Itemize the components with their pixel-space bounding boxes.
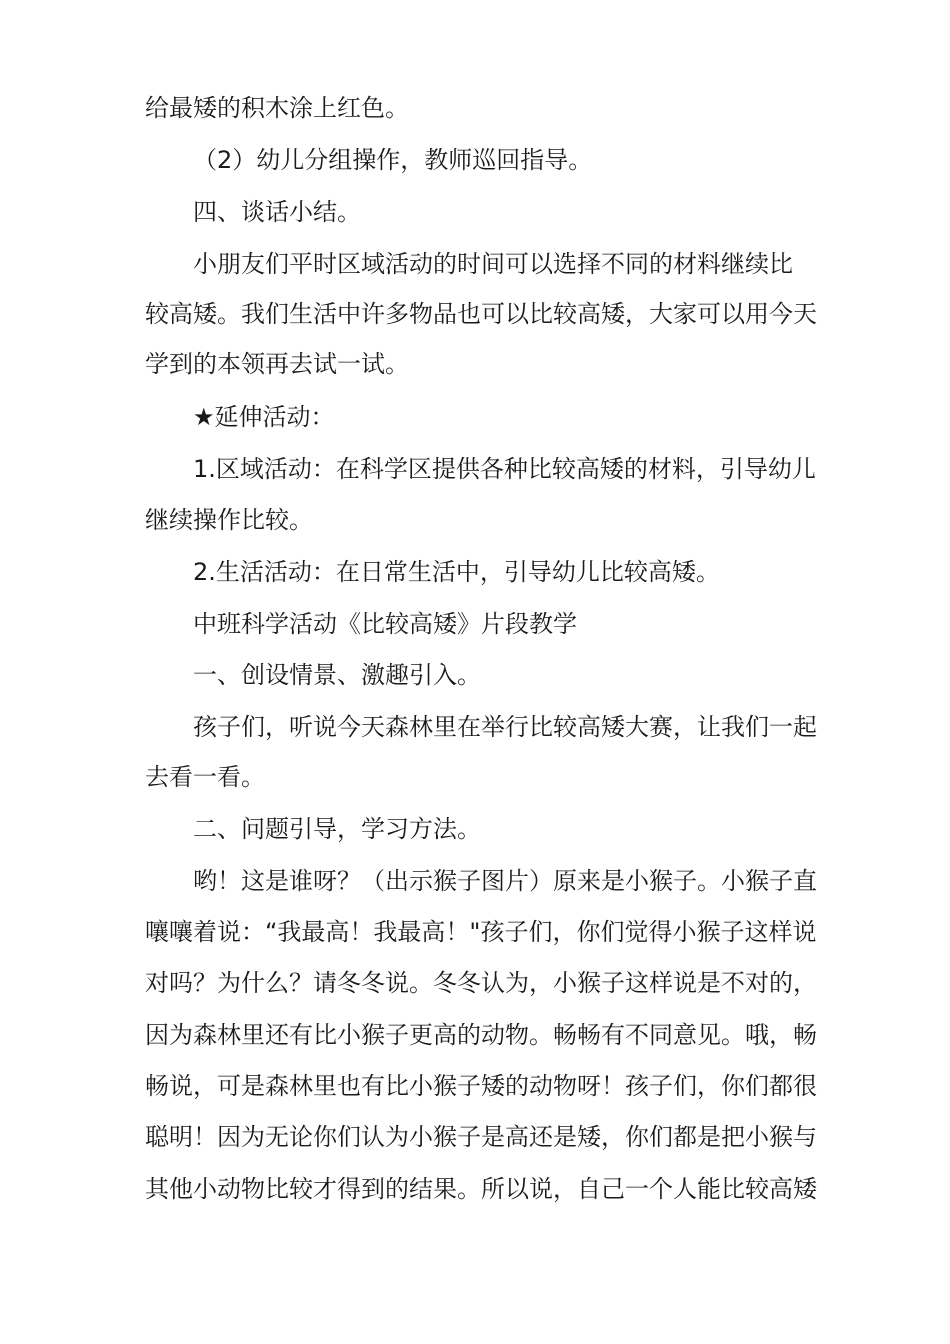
text-line: 学到的本领再去试一试。 [145, 350, 409, 378]
text-line: 嚷嚷着说：“我最高！我最高！"孩子们，你们觉得小猴子这样说 [145, 918, 817, 946]
text-line: 给最矮的积木涂上红色。 [145, 94, 409, 122]
text-line: 其他小动物比较才得到的结果。所以说，自己一个人能比较高矮 [145, 1175, 817, 1203]
text-line: 2.生活活动：在日常生活中，引导幼儿比较高矮。 [193, 558, 720, 586]
text-line: 哟！这是谁呀？（出示猴子图片）原来是小猴子。小猴子直 [193, 867, 817, 895]
text-line: 对吗？为什么？请冬冬说。冬冬认为，小猴子这样说是不对的， [145, 969, 817, 997]
text-line: 1.区域活动：在科学区提供各种比较高矮的材料，引导幼儿 [193, 455, 816, 483]
section-heading: 四、谈话小结。 [193, 198, 361, 226]
section-heading: ★延伸活动： [193, 403, 335, 431]
text-line: 继续操作比较。 [145, 506, 313, 534]
text-line: 因为森林里还有比小猴子更高的动物。畅畅有不同意见。哦，畅 [145, 1021, 817, 1049]
text-line: （2）幼儿分组操作，教师巡回指导。 [193, 146, 593, 174]
text-line: 较高矮。我们生活中许多物品也可以比较高矮，大家可以用今天 [145, 300, 817, 328]
text-line: 孩子们，听说今天森林里在举行比较高矮大赛，让我们一起 [193, 713, 817, 741]
text-line: 去看一看。 [145, 763, 265, 791]
section-heading: 一、创设情景、激趣引入。 [193, 661, 481, 689]
document-title: 中班科学活动《比较高矮》片段教学 [193, 610, 577, 638]
text-line: 小朋友们平时区域活动的时间可以选择不同的材料继续比 [193, 250, 793, 278]
text-line: 畅说，可是森林里也有比小猴子矮的动物呀！孩子们，你们都很 [145, 1072, 817, 1100]
section-heading: 二、问题引导，学习方法。 [193, 815, 481, 843]
text-line: 聪明！因为无论你们认为小猴子是高还是矮，你们都是把小猴与 [145, 1123, 817, 1151]
